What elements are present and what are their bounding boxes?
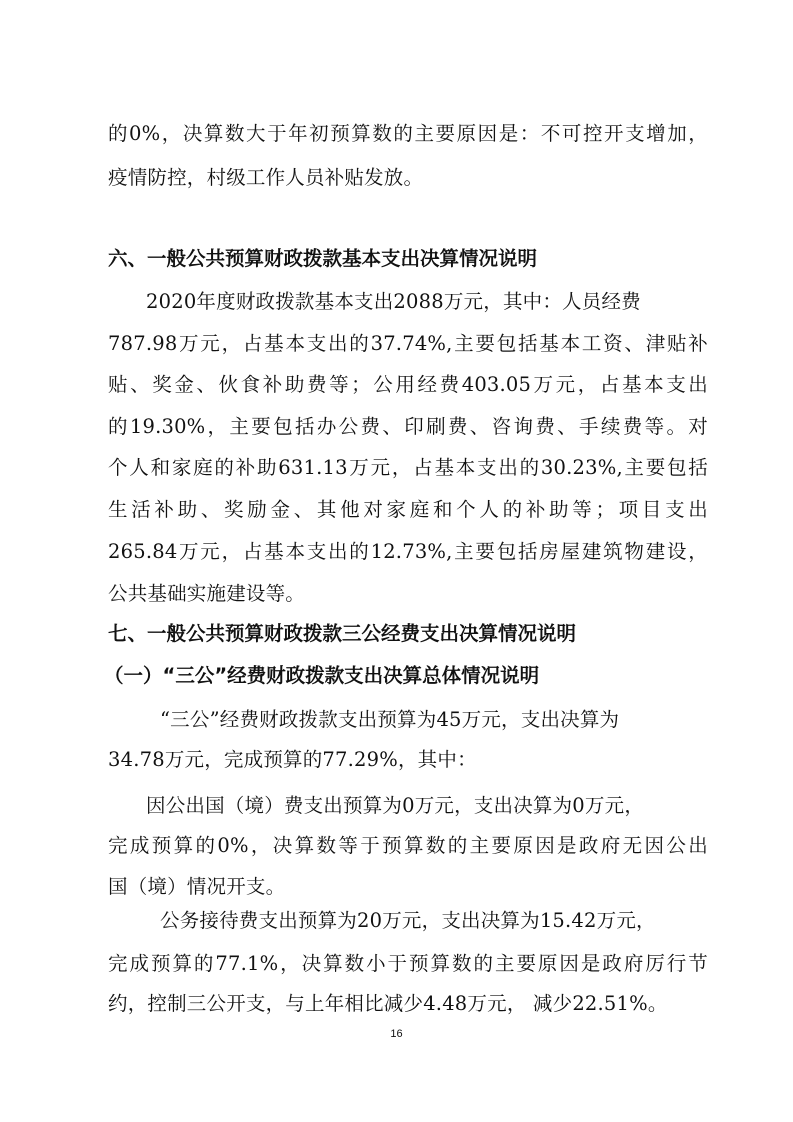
body-line: 34.78万元，完成预算的77.29%，其中： (108, 748, 477, 771)
body-line: 787.98万元，占基本支出的37.74%,主要包括基本工资、津贴补 (108, 332, 708, 355)
body-line: 公务接待费支出预算为20万元，支出决算为15.42万元， (160, 909, 656, 932)
section-heading-6: 六、一般公共预算财政拨款基本支出决算情况说明 (108, 247, 538, 270)
section-heading-7: 七、一般公共预算财政拨款三公经费支出决算情况说明 (108, 622, 577, 645)
body-line: 因公出国（境）费支出预算为0万元，支出决算为0万元， (146, 794, 645, 817)
body-line: 的19.30%，主要包括办公费、印刷费、咨询费、手续费等。对 (108, 415, 708, 438)
body-line: 生活补助、奖励金、其他对家庭和个人的补助等；项目支出 (108, 498, 708, 521)
body-line: 个人和家庭的补助631.13万元，占基本支出的30.23%,主要包括 (108, 456, 708, 479)
body-line: 2020年度财政拨款基本支出2088万元，其中：人员经费 (146, 290, 641, 313)
body-line: 约，控制三公开支，与上年相比减少4.48万元， 减少22.51%。 (108, 992, 668, 1015)
body-line: 完成预算的77.1%，决算数小于预算数的主要原因是政府厉行节 (108, 952, 708, 975)
body-line: 国（境）情况开支。 (108, 875, 286, 898)
subsection-heading: （一）“三公”经费财政拨款支出决算总体情况说明 (104, 664, 540, 687)
body-line: 贴、奖金、伙食补助费等；公用经费403.05万元，占基本支出 (108, 373, 708, 396)
body-line: 完成预算的0%，决算数等于预算数的主要原因是政府无因公出 (108, 834, 708, 857)
page-number: 16 (390, 1028, 403, 1040)
body-line: 疫情防控，村级工作人员补贴发放。 (108, 166, 424, 189)
body-line: “三公”经费财政拨款支出预算为45万元，支出决算为 (160, 708, 620, 731)
body-line: 的0%，决算数大于年初预算数的主要原因是：不可控开支增加， (108, 122, 708, 145)
body-line: 公共基础实施建设等。 (108, 582, 306, 605)
body-line: 265.84万元，占基本支出的12.73%,主要包括房屋建筑物建设， (108, 540, 708, 563)
